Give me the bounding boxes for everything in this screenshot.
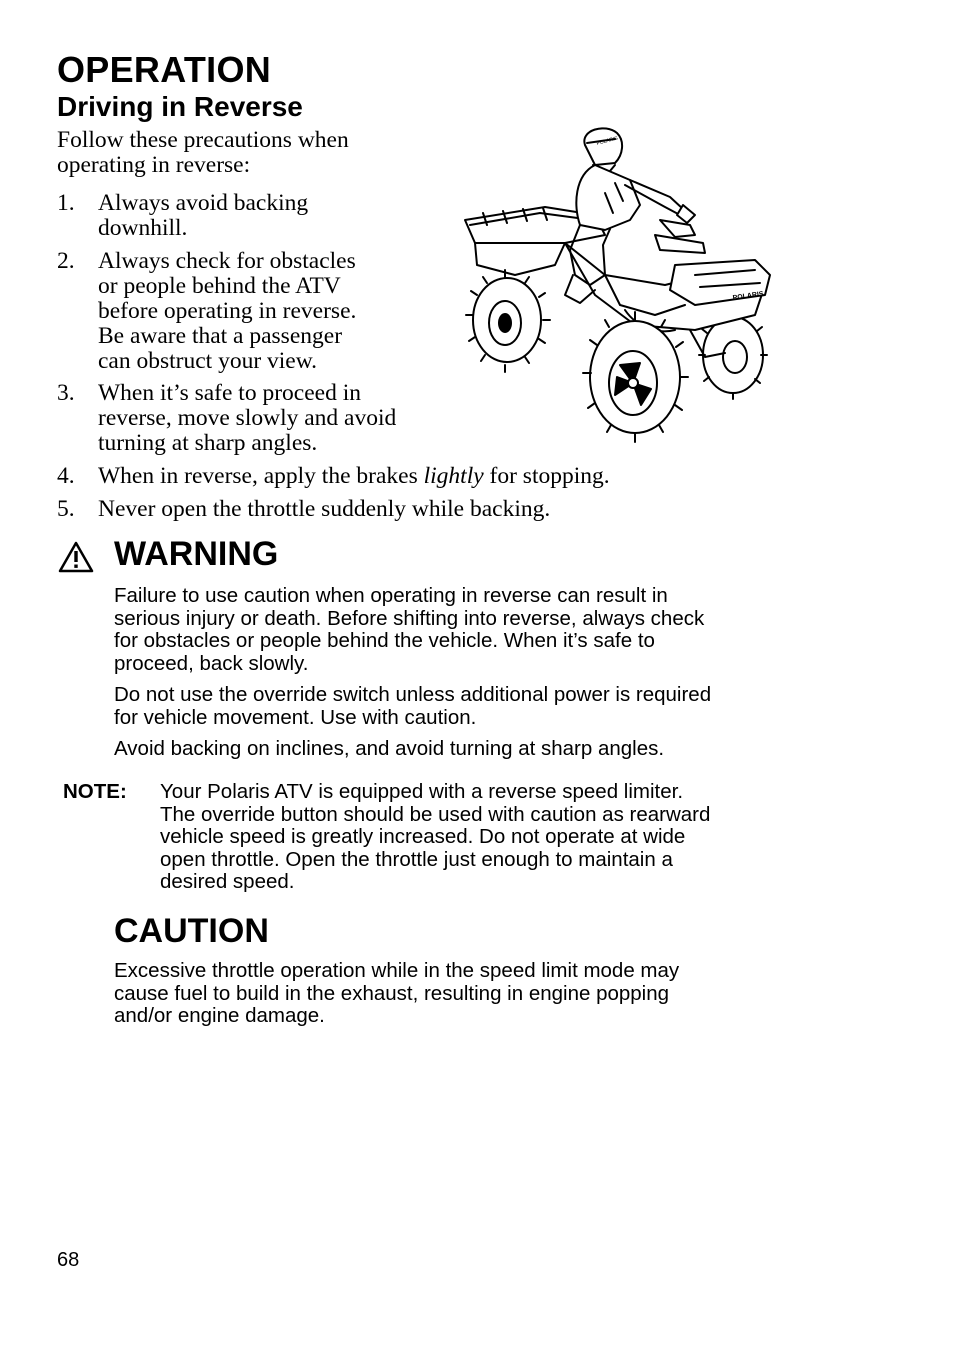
note-line: desired speed. [160, 870, 295, 893]
note-label: NOTE: [63, 780, 127, 803]
list-line: or people behind the ATV [98, 273, 341, 299]
list-number: 3. [57, 380, 75, 406]
list-number: 5. [57, 496, 75, 522]
list-line: Always avoid backing [98, 190, 309, 216]
page-number: 68 [57, 1249, 80, 1271]
list-number: 1. [57, 190, 75, 216]
list-text-after: for stopping. [483, 463, 610, 489]
note-line: vehicle speed is greatly increased. Do not operate at wide [160, 825, 686, 848]
list-text-emphasis: lightly [423, 463, 484, 489]
list-line: turning at sharp angles. [98, 430, 318, 456]
note-line: Your Polaris ATV is equipped with a reverse speed limiter. [160, 780, 684, 803]
rear-wheel [466, 270, 550, 372]
list-line: Be aware that a passenger [98, 323, 343, 349]
list-line: Never open the throttle suddenly while backing. [98, 496, 551, 522]
note-line: open throttle. Open the throttle just enough to maintain a [160, 847, 673, 871]
list-line: When it’s safe to proceed in [98, 380, 361, 406]
intro-line: operating in reverse: [57, 152, 251, 178]
list-text [98, 464, 610, 489]
handlebars [655, 220, 705, 253]
caution-line: and/or engine damage. [114, 1004, 325, 1027]
caution-line: Excessive throttle operation while in the speed limit mode may [114, 959, 680, 982]
list-line: Always check for obstacles [98, 248, 356, 274]
caution-title: CAUTION [114, 912, 269, 950]
svg-text:POLARIS: POLARIS [595, 135, 619, 147]
note-line: The override button should be used with caution as rearward [160, 802, 711, 826]
atv-logo: POLARIS [732, 290, 765, 302]
list-line: reverse, move slowly and avoid [98, 405, 397, 431]
list-line: before operating in reverse. [98, 298, 357, 324]
warning-title: WARNING [114, 535, 279, 573]
warning-line: Avoid backing on inclines, and avoid turning at sharp angles. [114, 737, 665, 760]
caution-body [114, 960, 679, 1028]
warning-line: Failure to use caution when operating in reverse can result in [114, 584, 668, 607]
list-text [98, 191, 308, 241]
list-number: 4. [57, 463, 75, 489]
warning-line: for obstacles or people behind the vehicle. When it’s safe to [114, 629, 655, 652]
warning-paragraph-1 [114, 585, 704, 675]
warning-triangle-icon [58, 541, 94, 573]
subsection-title: Driving in Reverse [57, 91, 303, 122]
warning-line: proceed, back slowly. [114, 651, 309, 675]
list-number: 2. [57, 248, 75, 274]
list-text [98, 381, 396, 456]
section-title: OPERATION [57, 49, 272, 90]
atv-rider-illustration [455, 125, 785, 445]
intro-line: Follow these precautions when [57, 127, 349, 153]
warning-line: serious injury or death. Before shifting into reverse, always check [114, 606, 705, 630]
warning-line: Do not use the override switch unless additional power is required [114, 683, 712, 706]
list-text [98, 249, 356, 374]
note-body [160, 781, 710, 894]
intro-text [57, 128, 397, 178]
warning-paragraph-3 [114, 738, 664, 761]
list-line: downhill. [98, 215, 188, 241]
list-text-before: When in reverse, apply the brakes [98, 463, 424, 489]
warning-line: for vehicle movement. Use with caution. [114, 705, 477, 729]
list-text [98, 497, 550, 522]
caution-line: cause fuel to build in the exhaust, resulting in engine popping [114, 981, 670, 1005]
list-line: can obstruct your view. [98, 348, 318, 374]
warning-paragraph-2 [114, 684, 711, 729]
list-line [98, 464, 610, 489]
